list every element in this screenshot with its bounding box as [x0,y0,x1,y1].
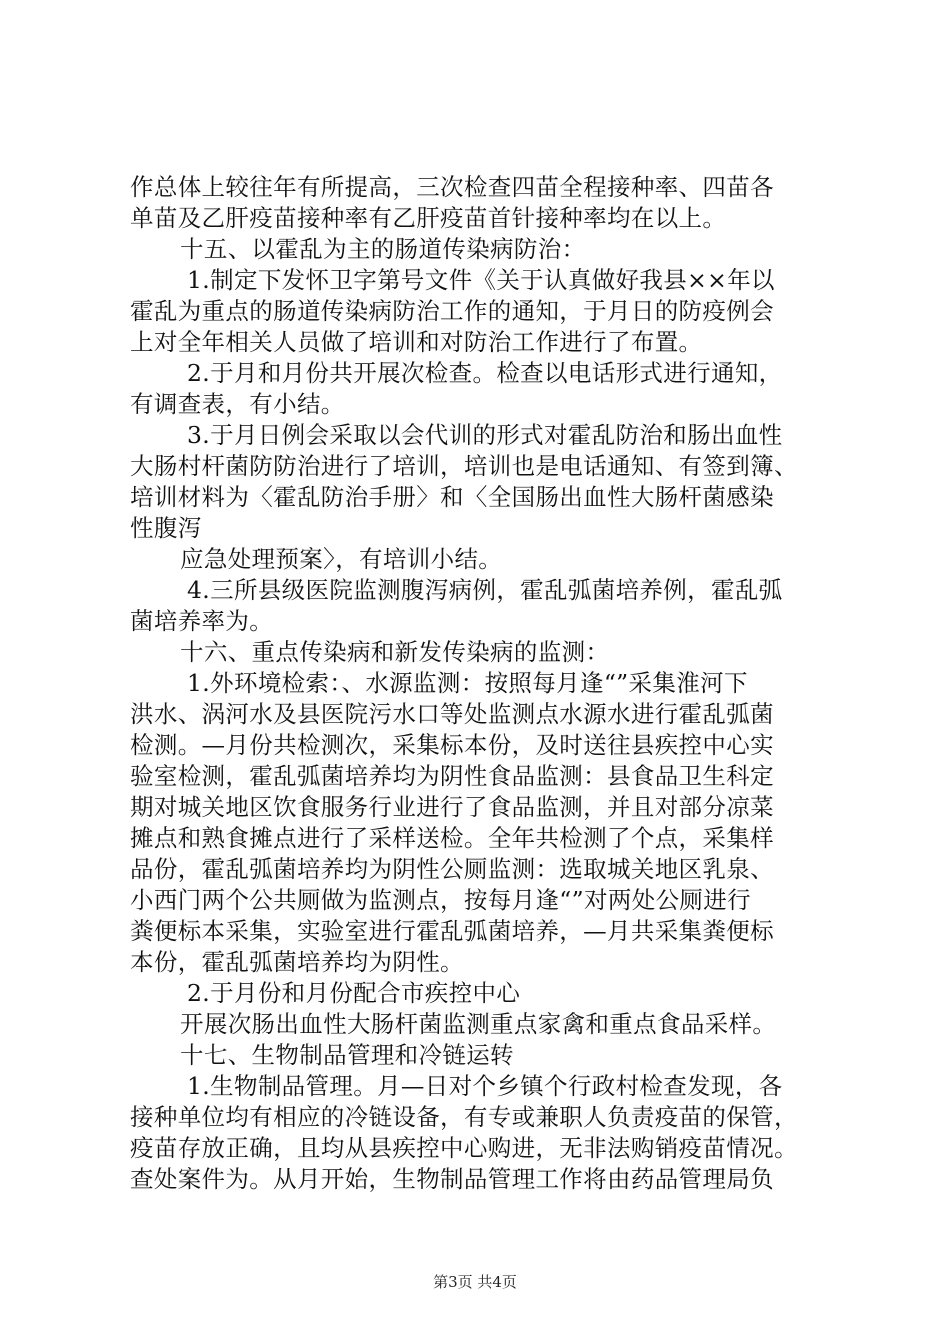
text-line: 1.制定下发怀卫字第号文件《关于认真做好我县××年以 [187,266,775,294]
section-heading-16: 十六、重点传染病和新发传染病的监测： [180,638,610,666]
text-line: 培训材料为〈霍乱防治手册〉和〈全国肠出血性大肠杆菌感染 [130,483,774,511]
text-line: 菌培养率为。 [130,607,274,635]
text-line: 验室检测，霍乱弧菌培养均为阴性食品监测：县食品卫生科定 [130,762,774,790]
text-line: 1.生物制品管理。月—日对个乡镇个行政村检查发现，各 [187,1072,783,1100]
text-line: 单苗及乙肝疫苗接种率有乙肝疫苗首针接种率均在以上。 [130,204,727,232]
section-heading-17: 十七、生物制品管理和冷链运转 [180,1041,514,1069]
text-line: 上对全年相关人员做了培训和对防治工作进行了布置。 [130,328,703,356]
text-line: 粪便标本采集，实验室进行霍乱弧菌培养，—月共采集粪便标 [130,917,774,945]
text-line: 大肠村杆菌防防治进行了培训，培训也是电话通知、有签到簿、 [130,452,798,480]
page-number-footer: 第3页 共4页 [433,1273,517,1291]
section-heading-15: 十五、以霍乱为主的肠道传染病防治： [180,235,586,263]
text-line: 2.于月份和月份配合市疾控中心 [187,979,521,1007]
text-line: 1.外环境检索：、水源监测：按照每月逢“”采集淮河下 [187,669,748,697]
text-line: 品份，霍乱弧菌培养均为阴性公厕监测：选取城关地区乳泉、 [130,855,774,883]
text-line: 2.于月和月份共开展次检查。检查以电话形式进行通知， [187,359,783,387]
text-line: 小西门两个公共厕做为监测点，按每月逢“”对两处公厕进行 [130,886,751,914]
text-line: 检测。—月份共检测次，采集标本份，及时送往县疾控中心实 [130,731,774,759]
text-line: 4.三所县级医院监测腹泻病例，霍乱弧菌培养例，霍乱弧 [187,576,783,604]
text-line: 性腹泻 [130,514,202,542]
text-line: 期对城关地区饮食服务行业进行了食品监测，并且对部分凉菜 [130,793,774,821]
text-line: 作总体上较往年有所提高，三次检查四苗全程接种率、四苗各 [130,173,774,201]
text-line: 洪水、涡河水及县医院污水口等处监测点水源水进行霍乱弧菌 [130,700,774,728]
text-line: 本份，霍乱弧菌培养均为阴性。 [130,948,464,976]
text-line: 摊点和熟食摊点进行了采样送检。全年共检测了个点，采集样 [130,824,774,852]
text-line: 霍乱为重点的肠道传染病防治工作的通知，于月日的防疫例会 [130,297,774,325]
document-body [130,172,830,1195]
text-line: 应急处理预案〉，有培训小结。 [180,545,503,573]
text-line: 接种单位均有相应的冷链设备，有专或兼职人负责疫苗的保管， [130,1103,798,1131]
text-line: 3.于月日例会采取以会代训的形式对霍乱防治和肠出血性 [187,421,783,449]
text-line: 开展次肠出血性大肠杆菌监测重点家禽和重点食品采样。 [180,1010,777,1038]
text-line: 疫苗存放正确，且均从县疾控中心购进，无非法购销疫苗情况。 [130,1134,798,1162]
text-line: 查处案件为。从月开始，生物制品管理工作将由药品管理局负 [130,1165,774,1193]
text-line: 有调查表，有小结。 [130,390,345,418]
